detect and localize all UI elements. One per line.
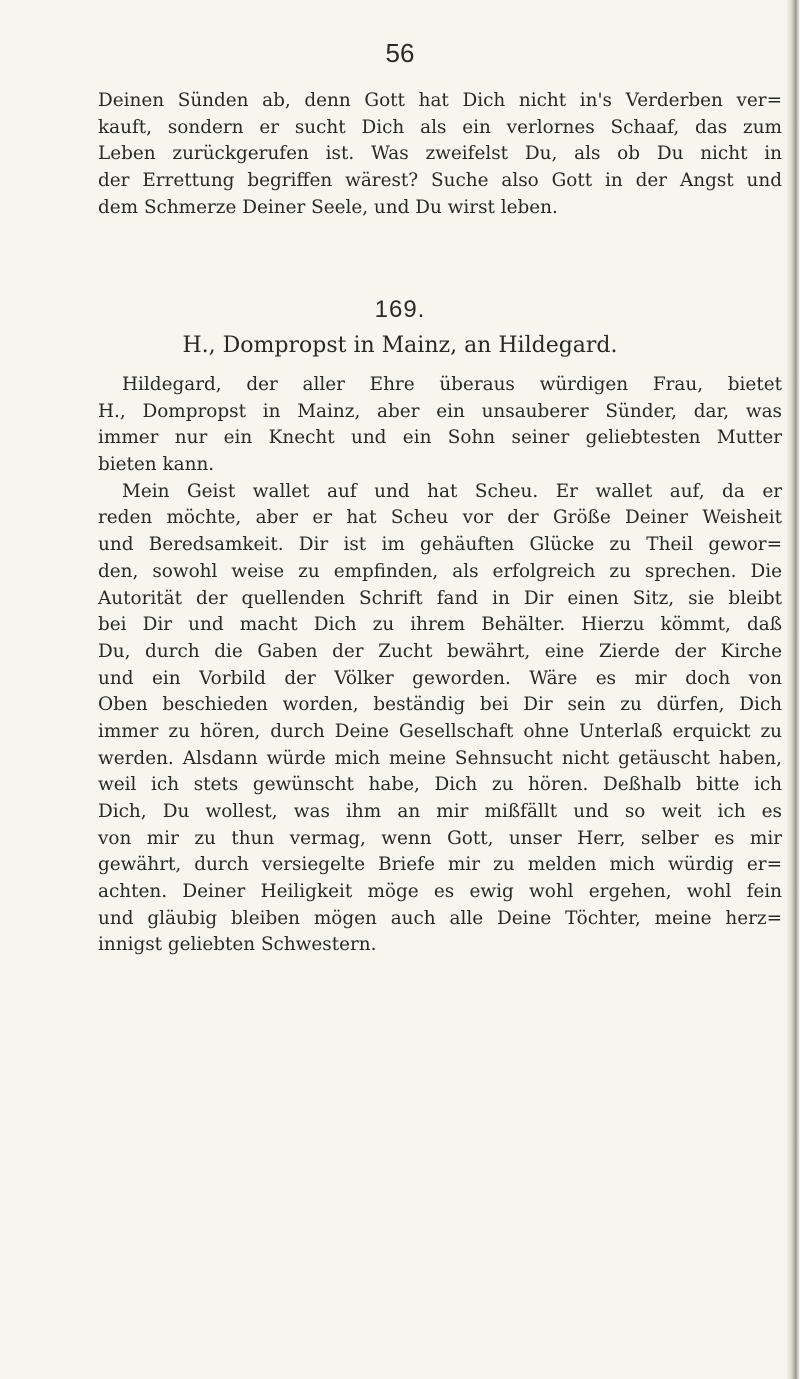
text-line: Deinen Sünden ab, denn Gott hat Dich nicht in's Verderben ver= [98, 90, 782, 111]
text-line: und gläubig bleiben mögen auch alle Deine Töchter, meine herz= [98, 907, 782, 929]
text-line: den, sowohl weise zu empfinden, als erfolgreich zu sprechen. Die [98, 560, 782, 582]
text-line: dem Schmerze Deiner Seele, und Du wirst leben. [98, 196, 558, 218]
letter-body [98, 372, 782, 959]
text-line: und ein Vorbild der Völker geworden. Wäre es mir doch von [98, 667, 782, 689]
text-line: bei Dir und macht Dich zu ihrem Behälter. Hierzu kömmt, daß [98, 614, 782, 636]
text-line: Autorität der quellenden Schrift fand in Dir einen Sitz, sie bleibt [98, 587, 782, 609]
text-line: und Beredsamkeit. Dir ist im gehäuften Glücke zu Theil gewor= [98, 534, 782, 556]
text-line: Hildegard, der aller Ehre überaus würdigen Frau, bietet [122, 374, 782, 395]
text-line: Du, durch die Gaben der Zucht bewährt, eine Zierde der Kirche [98, 640, 782, 662]
text-line: von mir zu thun vermag, wenn Gott, unser Herr, selber es mir [98, 827, 782, 849]
text-line: werden. Alsdann würde mich meine Sehnsucht nicht getäuscht haben, [98, 747, 782, 769]
text-line: Leben zurückgerufen ist. Was zweifelst Du, als ob Du nicht in [98, 143, 782, 165]
text-line: kauft, sondern er sucht Dich als ein verlornes Schaaf, das zum [98, 116, 782, 138]
text-line: innigst geliebten Schwestern. [98, 934, 377, 956]
text-line: immer zu hören, durch Deine Gesellschaft ohne Unterlaß erquickt zu [98, 720, 782, 742]
text-line: der Errettung begriffen wärest? Suche also Gott in der Angst und [98, 170, 782, 192]
text-line: achten. Deiner Heiligkeit möge es ewig wohl ergehen, wohl fein [98, 881, 782, 903]
text-line: gewährt, durch versiegelte Briefe mir zu melden mich würdig er= [98, 854, 782, 876]
page-edge-shadow [786, 0, 800, 1379]
text-line: reden möchte, aber er hat Scheu vor der Größe Deiner Weisheit [98, 507, 782, 529]
text-line: Dich, Du wollest, was ihm an mir mißfällt und so weit ich es [98, 801, 782, 822]
text-line: immer nur ein Knecht und ein Sohn seiner geliebtesten Mutter [98, 427, 782, 449]
text-line: H., Dompropst in Mainz, aber ein unsauberer Sünder, dar, was [98, 400, 782, 422]
text-line: Oben beschieden worden, beständig bei Dir sein zu dürfen, Dich [98, 694, 782, 716]
text-line: weil ich stets gewünscht habe, Dich zu hören. Deßhalb bitte ich [98, 774, 782, 796]
continuation-paragraph [98, 88, 782, 221]
letter-heading: H., Dompropst in Mainz, an Hildegard. [182, 333, 618, 358]
letter-number: 169. [374, 296, 426, 323]
text-line: Mein Geist wallet auf und hat Scheu. Er wallet auf, da er [122, 480, 782, 502]
page-number: 56 [385, 38, 415, 68]
text-line: bieten kann. [98, 454, 215, 476]
